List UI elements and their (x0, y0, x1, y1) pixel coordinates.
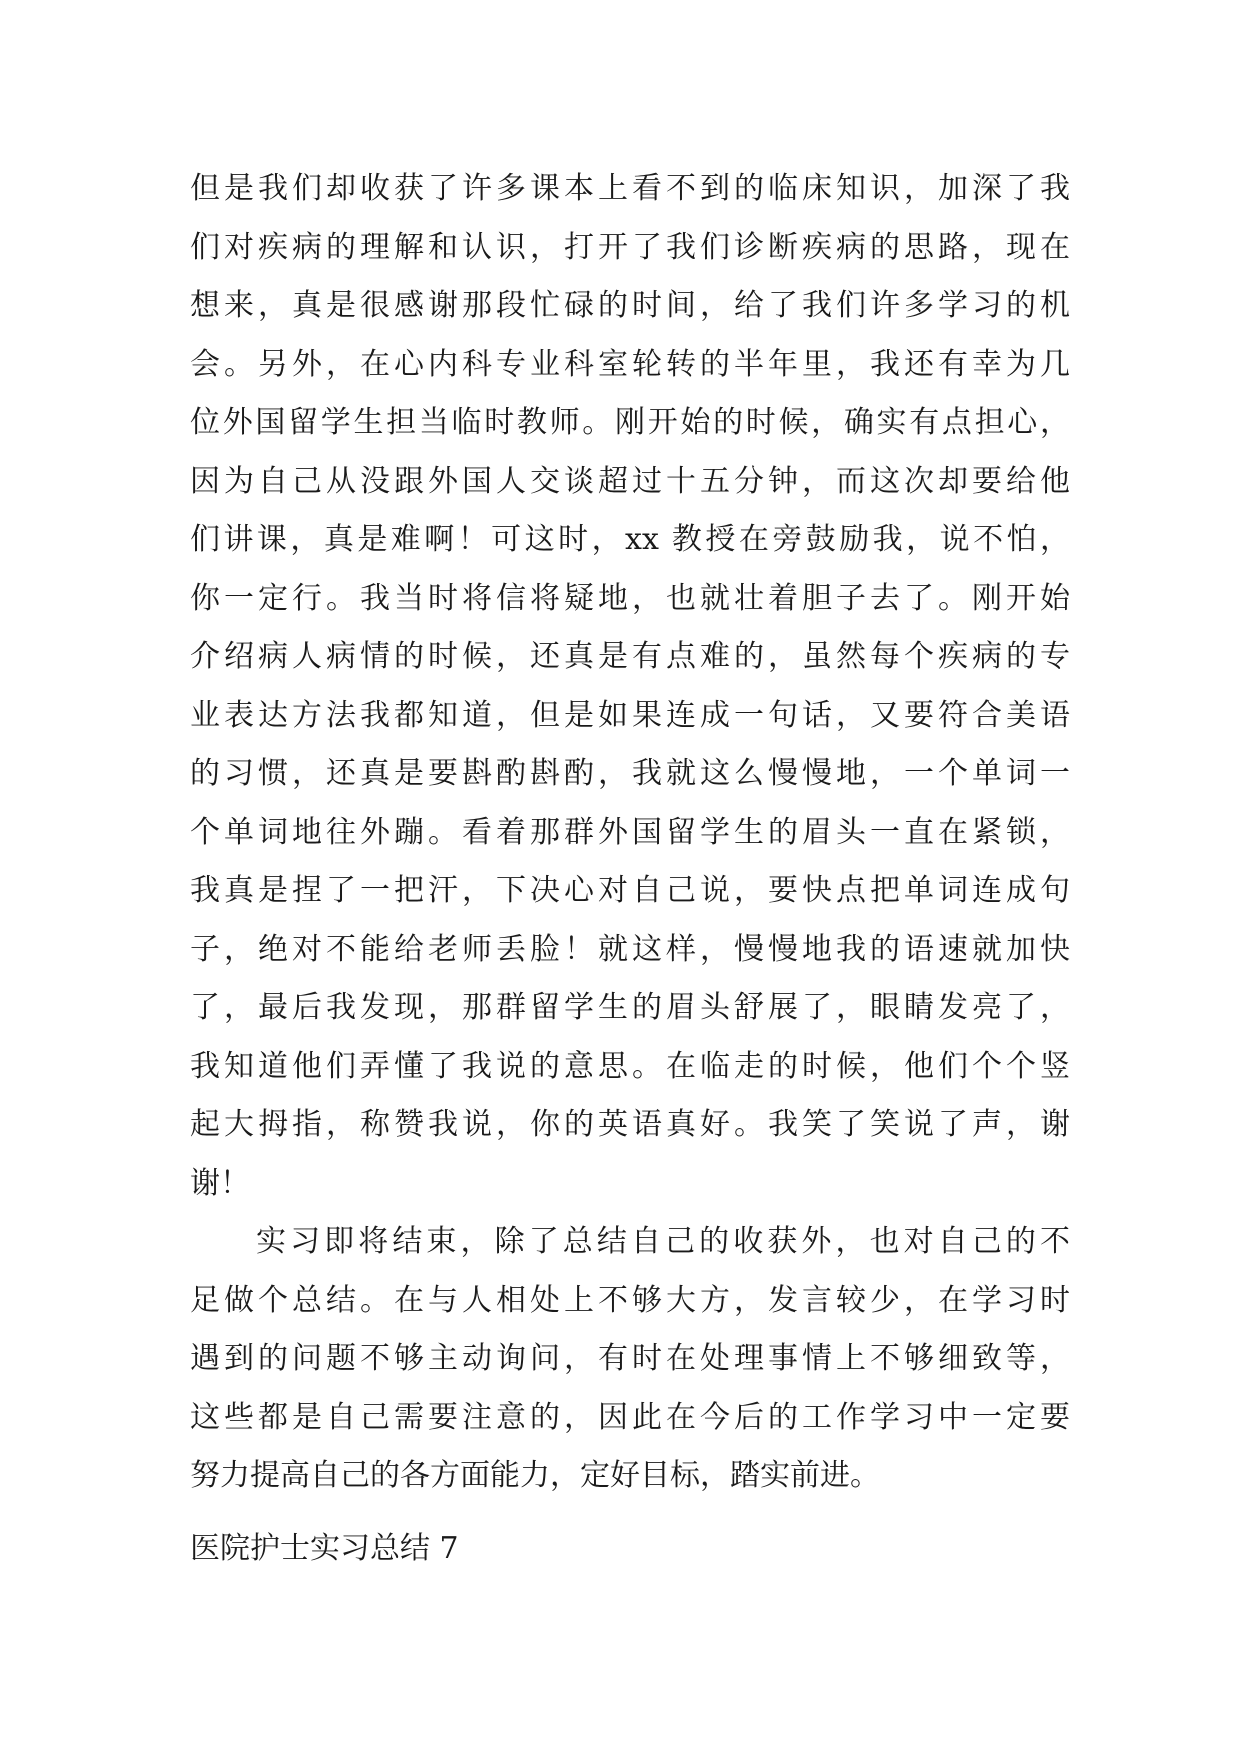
text-line: 遇到的问题不够主动询问，有时在处理事情上不够细致等， (190, 1341, 1070, 1376)
text-line: 的习惯，还真是要斟酌斟酌，我就这么慢慢地，一个单词一 (190, 756, 1070, 791)
text-line: 因为自己从没跟外国人交谈超过十五分钟，而这次却要给他 (190, 463, 1070, 499)
text-line: 们对疾病的理解和认识，打开了我们诊断疾病的思路，现在 (190, 229, 1070, 265)
text-line: 子，绝对不能给老师丢脸！就这样，慢慢地我的语速就加快 (190, 931, 1070, 967)
text-line: 你一定行。我当时将信将疑地，也就壮着胆子去了。刚开始 (190, 580, 1070, 616)
paragraph-1 (190, 160, 1070, 1213)
text-line: 努力提高自己的各方面能力，定好目标，踏实前进。 (190, 1458, 880, 1493)
text-line: 业表达方法我都知道，但是如果连成一句话，又要符合美语 (190, 697, 1070, 733)
text-line: 但是我们却收获了许多课本上看不到的临床知识，加深了我 (190, 171, 1070, 206)
text-line: 我知道他们弄懂了我说的意思。在临走的时候，他们个个竖 (190, 1048, 1070, 1084)
paragraph-2 (190, 1213, 1070, 1506)
text-line: 介绍病人病情的时候，还真是有点难的，虽然每个疾病的专 (190, 639, 1070, 674)
text-line: 起大拇指，称赞我说，你的英语真好。我笑了笑说了声，谢 (190, 1107, 1070, 1142)
document-body (190, 160, 1070, 1506)
text-line: 谢！ (190, 1165, 250, 1201)
text-line: 想来，真是很感谢那段忙碌的时间，给了我们许多学习的机 (190, 288, 1070, 323)
text-line: 位外国留学生担当临时教师。刚开始的时候，确实有点担心， (190, 405, 1070, 440)
text-line: 个单词地往外蹦。看着那群外国留学生的眉头一直在紧锁， (190, 814, 1070, 850)
text-line: 了，最后我发现，那群留学生的眉头舒展了，眼睛发亮了， (190, 990, 1070, 1025)
text-line: 们讲课，真是难啊！可这时，xx 教授在旁鼓励我，说不怕， (190, 522, 1070, 557)
text-line: 我真是捏了一把汗，下决心对自己说，要快点把单词连成句 (190, 873, 1070, 908)
text-line: 会。另外，在心内科专业科室轮转的半年里，我还有幸为几 (190, 346, 1070, 382)
text-line: 实习即将结束，除了总结自己的收获外，也对自己的不 (256, 1224, 1070, 1259)
text-line: 足做个总结。在与人相处上不够大方，发言较少，在学习时 (190, 1282, 1070, 1318)
section-heading: 医院护士实习总结 7 (190, 1531, 459, 1566)
text-line: 这些都是自己需要注意的，因此在今后的工作学习中一定要 (190, 1399, 1070, 1435)
